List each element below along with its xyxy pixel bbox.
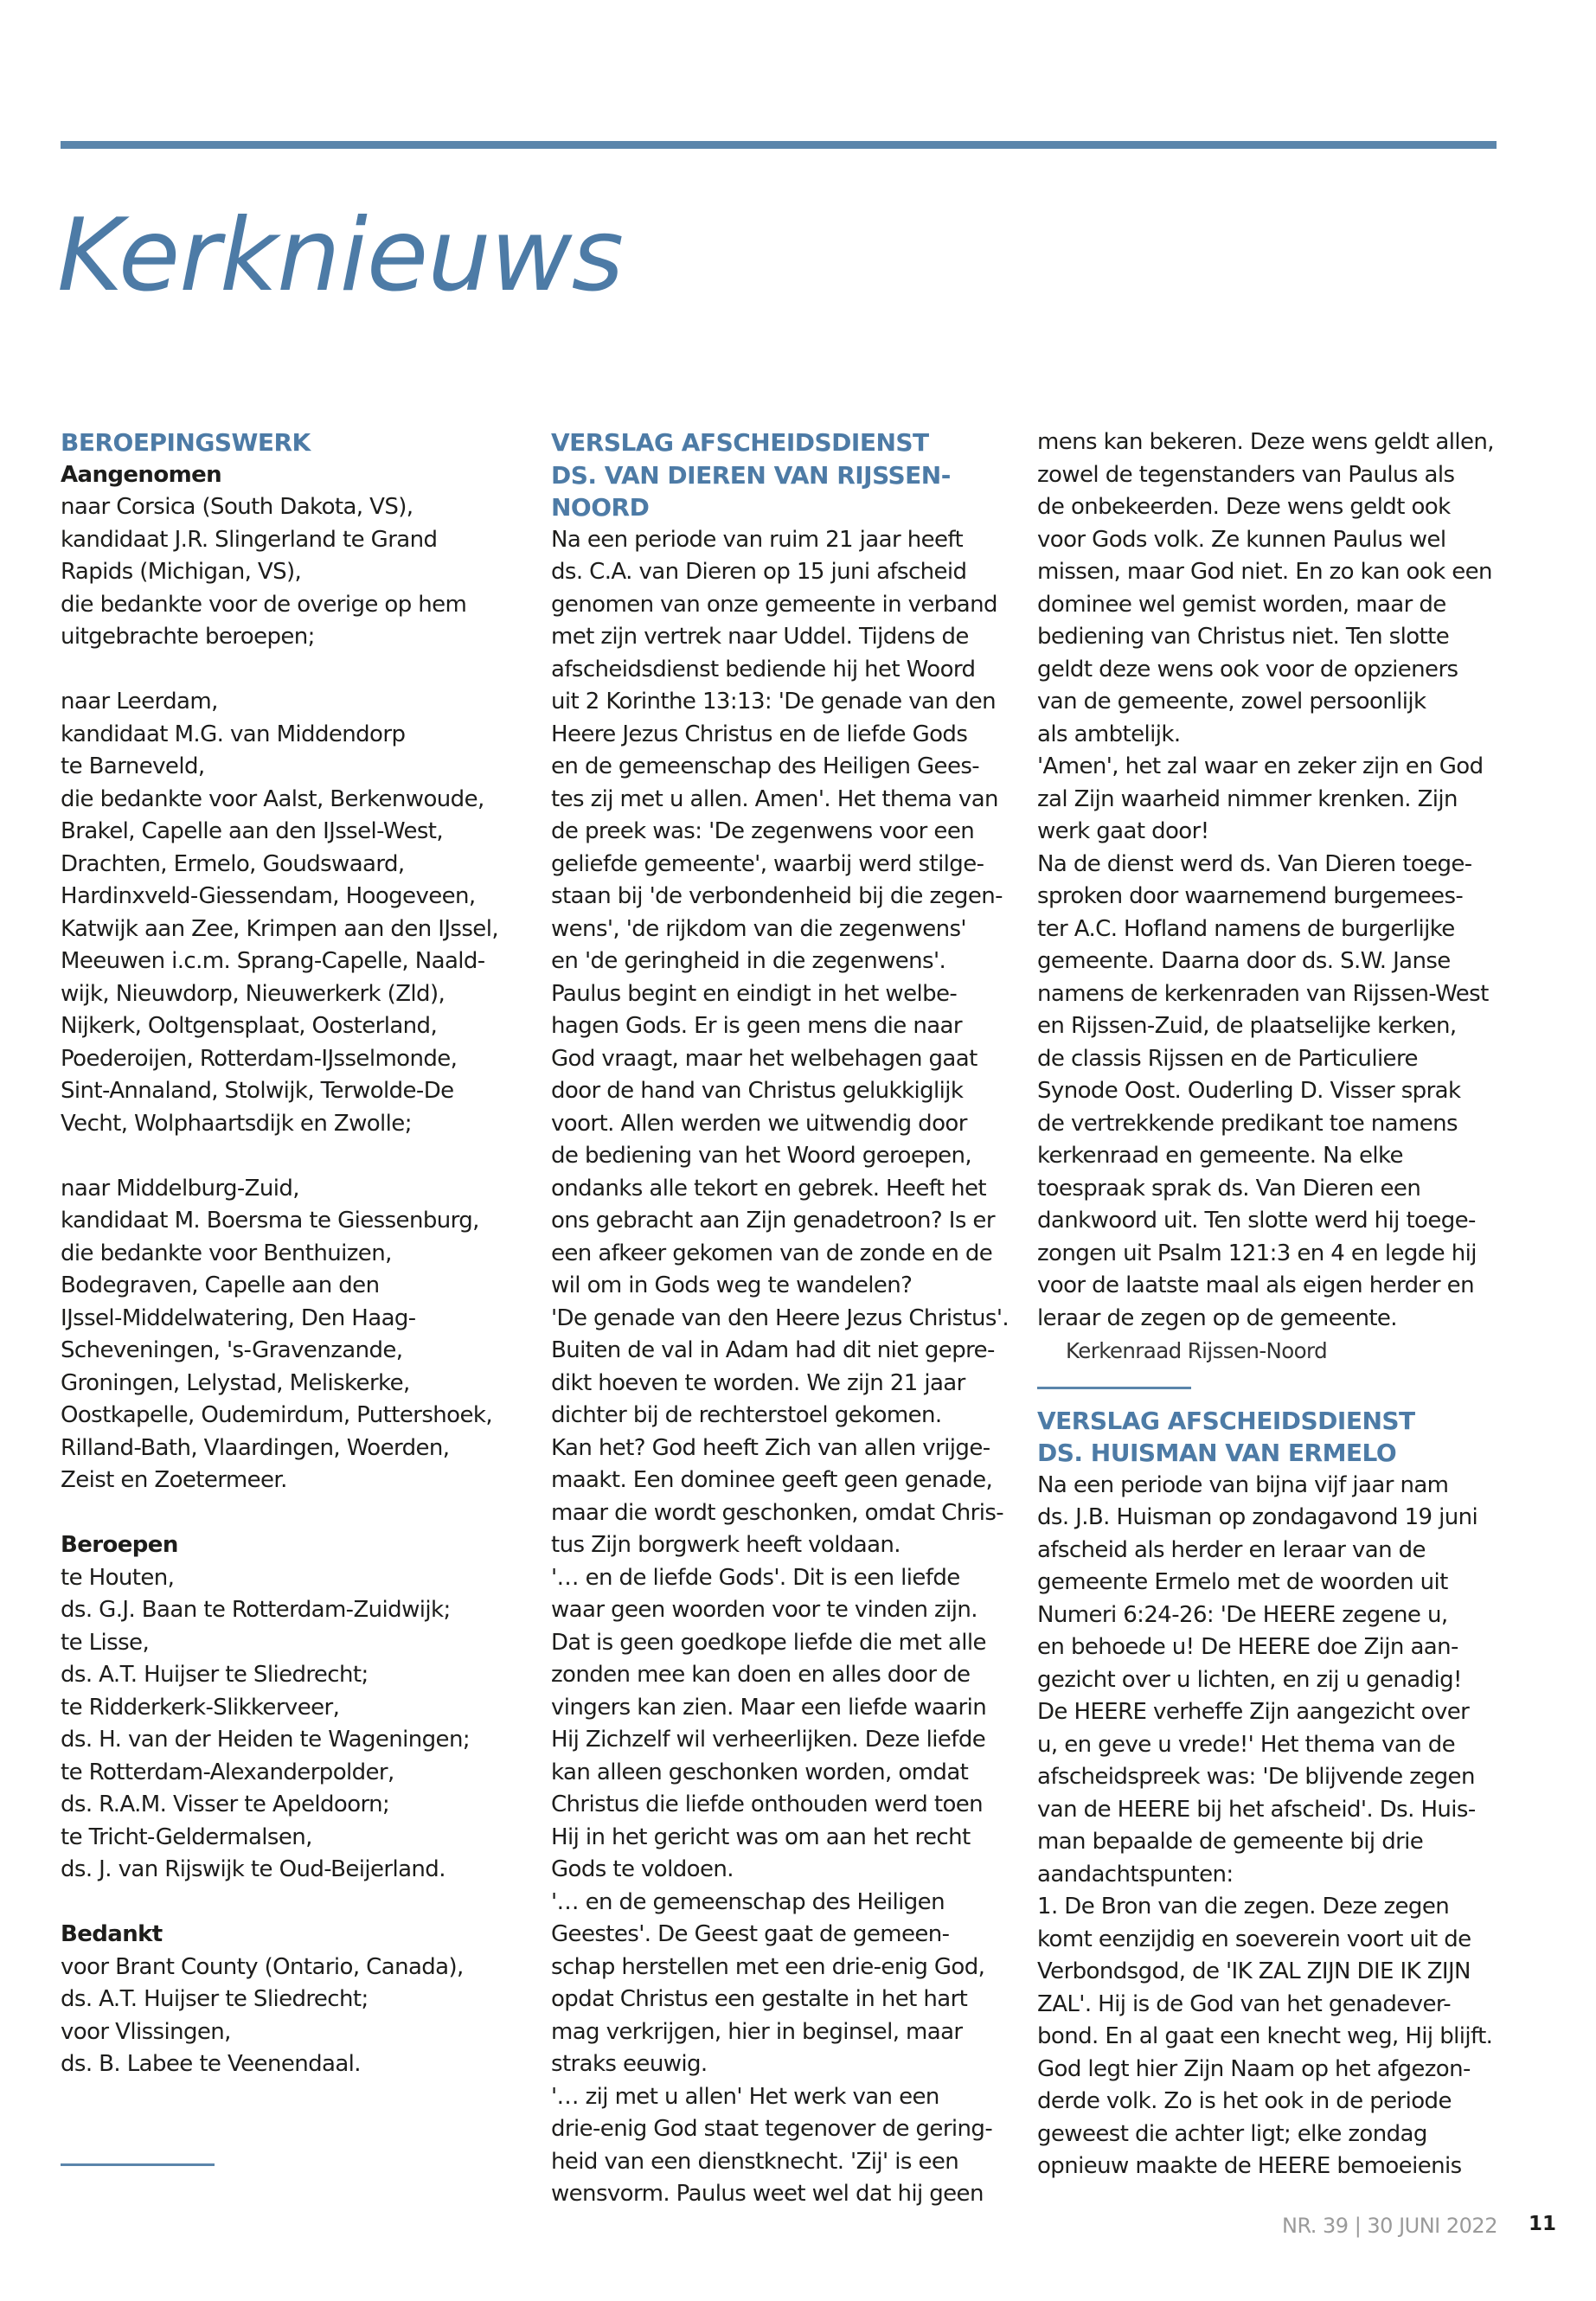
text-line: de vertrekkende predikant toe namens [1037,1110,1458,1137]
text-line: ds. J.B. Huisman op zondagavond 19 juni [1037,1504,1478,1530]
article-heading [551,426,1025,524]
text-line: Paulus begint en eindigt in het welbe- [551,980,958,1007]
text-line: maar die wordt geschonken, omdat Chris- [551,1499,1004,1526]
text-line: en 'de geringheid in die zegenwens'. [551,948,946,974]
text-line: Verbondsgod, de 'IK ZAL ZIJN DIE IK ZIJN [1037,1958,1471,1984]
text-line: derde volk. Zo is het ook in de periode [1037,2088,1452,2114]
section-heading: BEROEPINGSWERK [61,428,311,457]
text-line: te Lisse, [61,1629,150,1656]
text-line: voort. Allen werden we uitwendig door [551,1110,967,1137]
article-signature: Kerkenraad Rijssen-Noord [1066,1338,1328,1363]
text-line: u, en geve u vrede!' Het thema van de [1037,1731,1456,1758]
text-line: waar geen woorden voor te vinden zijn. [551,1597,977,1623]
text-line: Geestes'. De Geest gaat de gemeen- [551,1921,950,1947]
text-line: Gods te voldoen. [551,1856,734,1882]
text-line: heid van een dienstknecht. 'Zij' is een [551,2148,959,2175]
text-line: geweest die achter ligt; elke zondag [1037,2120,1427,2147]
text-line: en de gemeenschap des Heiligen Gees- [551,753,980,779]
article-separator-rule [1037,1387,1191,1389]
text-line: aandachtspunten: [1037,1861,1234,1888]
text-line: Na de dienst werd ds. Van Dieren toege- [1037,850,1472,877]
text-line: wens', 'de rijkdom van die zegenwens' [551,915,966,942]
text-line: De HEERE verheffe Zijn aangezicht over [1037,1699,1470,1725]
text-line: Kan het? God heeft Zich van allen vrijge- [551,1434,990,1461]
text-line: staan bij 'de verbondenheid bij die zegen- [551,883,1003,909]
text-line: gemeente. Daarna door ds. S.W. Janse [1037,948,1451,974]
text-line: te Ridderkerk-Slikkerveer, [61,1694,340,1721]
text-line: ds. C.A. van Dieren op 15 juni afscheid [551,559,967,585]
column-end-rule [61,2163,215,2166]
text-line: werk gaat door! [1037,818,1209,844]
text-line: ds. J. van Rijswijk te Oud-Beijerland. [61,1856,445,1882]
text-line: te Barneveld, [61,753,205,779]
text-line: opnieuw maakte de HEERE bemoeienis [1037,2153,1462,2179]
text-line: man bepaalde de gemeente bij drie [1037,1829,1424,1855]
text-line: Hardinxveld-Giessendam, Hoogeveen, [61,883,476,909]
text-line: die bedankte voor Benthuizen, [61,1240,392,1266]
text-line: schap herstellen met een drie-enig God, [551,1953,985,1980]
text-line: Drachten, Ermelo, Goudswaard, [61,850,405,877]
text-line: drie-enig God staat tegenover de gering- [551,2116,993,2142]
text-line: bond. En al gaat een knecht weg, Hij blijft. [1037,2023,1493,2049]
text-line: Hij in het gericht was om aan het recht [551,1823,971,1850]
text-line: de classis Rijssen en de Particuliere [1037,1045,1418,1072]
text-line: kerkenraad en gemeente. Na elke [1037,1143,1403,1169]
text-line: 'Amen', het zal waar en zeker zijn en God [1037,753,1484,779]
text-line: afscheidsdienst bediende hij het Woord [551,656,976,683]
aangenomen-block-2 [61,686,535,1140]
text-line: kandidaat J.R. Slingerland te Grand [61,526,438,553]
text-line: DS. HUISMAN VAN ERMELO [1037,1439,1397,1467]
text-line: gezicht over u lichten, en zij u genadig! [1037,1666,1462,1693]
page-number: 11 [1529,2213,1557,2235]
aangenomen-block-1 [61,491,535,654]
text-line: leraar de zegen op de gemeente. [1037,1304,1397,1331]
text-line: die bedankte voor de overige op hem [61,591,467,618]
text-line: genomen van onze gemeente in verband [551,591,997,618]
subheading-beroepen: Beroepen [61,1532,178,1558]
top-rule [61,141,1497,149]
text-line: Groningen, Lelystad, Meliskerke, [61,1369,410,1396]
text-line: geldt deze wens ook voor de opzieners [1037,656,1458,683]
text-line: te Houten, [61,1564,175,1591]
text-line: tes zij met u allen. Amen'. Het thema van [551,785,998,812]
text-line: Synode Oost. Ouderling D. Visser sprak [1037,1078,1461,1104]
subheading-bedankt: Bedankt [61,1921,163,1947]
text-line: DS. VAN DIEREN VAN RIJSSEN-NOORD [551,460,951,522]
text-line: Meeuwen i.c.m. Sprang-Capelle, Naald- [61,948,485,974]
text-line: Na een periode van bijna vijf jaar nam [1037,1471,1449,1498]
text-line: mens kan bekeren. Deze wens geldt allen, [1037,429,1494,455]
text-line: ds. B. Labee te Veenendaal. [61,2051,361,2077]
text-line: van de gemeente, zowel persoonlijk [1037,689,1426,715]
text-line: zowel de tegenstanders van Paulus als [1037,461,1455,488]
text-line: Buiten de val in Adam had dit niet gepre- [551,1337,995,1363]
text-line: ZAL'. Hij is de God van het genadever- [1037,1990,1452,2017]
text-line: '… zij met u allen' Het werk van een [551,2083,939,2110]
text-line: ds. A.T. Huijser te Sliedrecht; [61,1986,369,2012]
text-line: Bodegraven, Capelle aan den [61,1272,380,1298]
text-line: een afkeer gekomen van de zonde en de [551,1240,993,1266]
article-heading-huisman [1037,1405,1511,1470]
text-line: Vecht, Wolphaartsdijk en Zwolle; [61,1110,412,1137]
text-line: gemeente Ermelo met de woorden uit [1037,1569,1448,1595]
text-line: straks eeuwig. [551,2051,708,2077]
text-line: ter A.C. Hofland namens de burgerlijke [1037,915,1455,942]
text-line: Oostkapelle, Oudemirdum, Puttershoek, [61,1402,493,1428]
text-line: voor Vlissingen, [61,2018,231,2045]
subheading-aangenomen: Aangenomen [61,461,222,488]
text-line: voor de laatste maal als eigen herder en [1037,1272,1474,1298]
text-line: als ambtelijk. [1037,721,1181,747]
text-line: dankwoord uit. Ten slotte werd hij toege- [1037,1208,1476,1234]
text-line: namens de kerkenraden van Rijssen-West [1037,980,1489,1007]
bedankt-block [61,1952,535,2081]
text-line: Sint-Annaland, Stolwijk, Terwolde-De [61,1078,454,1104]
text-line: ds. G.J. Baan te Rotterdam-Zuidwijk; [61,1597,451,1623]
text-line: Numeri 6:24-26: 'De HEERE zegene u, [1037,1601,1448,1628]
text-line: uitgebrachte beroepen; [61,624,315,650]
text-line: Dat is geen goedkope liefde die met alle [551,1629,986,1656]
text-line: Nijkerk, Ooltgensplaat, Oosterland, [61,1013,438,1039]
text-line: komt eenzijdig en soeverein voort uit de [1037,1926,1471,1952]
text-line: dikt hoeven te worden. We zijn 21 jaar [551,1369,965,1396]
text-line: afscheid als herder en leraar van de [1037,1536,1426,1563]
text-line: uit 2 Korinthe 13:13: 'De genade van den [551,689,997,715]
text-line: VERSLAG AFSCHEIDSDIENST [1037,1406,1415,1435]
text-line: kandidaat M.G. van Middendorp [61,721,406,747]
text-line: door de hand van Christus gelukkiglijk [551,1078,964,1104]
text-line: die bedankte voor Aalst, Berkenwoude, [61,785,484,812]
text-line: '… en de gemeenschap des Heiligen [551,1888,945,1915]
text-line: van de HEERE bij het afscheid'. Ds. Huis- [1037,1796,1476,1823]
text-line: opdat Christus een gestalte in het hart [551,1986,968,2012]
text-line: ons gebracht aan Zijn genadetroon? Is er [551,1208,995,1234]
text-line: ds. A.T. Huijser te Sliedrecht; [61,1662,369,1688]
text-line: ds. H. van der Heiden te Wageningen; [61,1727,470,1753]
text-line: Rapids (Michigan, VS), [61,559,302,585]
text-line: en behoede u! De HEERE doe Zijn aan- [1037,1634,1458,1660]
page-title: Kerknieuws [57,197,624,314]
text-line: Christus die liefde onthouden werd toen [551,1791,984,1817]
column-beroepingswerk [61,426,535,2081]
text-line: God legt hier Zijn Naam op het afgezon- [1037,2055,1471,2082]
text-line: Scheveningen, 's-Gravenzande, [61,1337,403,1363]
text-line: zal Zijn waarheid nimmer krenken. Zijn [1037,785,1458,812]
text-line: kan alleen geschonken worden, omdat [551,1759,969,1785]
text-line: dominee wel gemist worden, maar de [1037,591,1446,618]
text-line: maakt. Een dominee geeft geen genade, [551,1467,993,1493]
text-line: naar Middelburg-Zuid, [61,1175,299,1202]
text-line: sproken door waarnemend burgemees- [1037,883,1464,909]
text-line: tus Zijn borgwerk heeft voldaan. [551,1532,901,1558]
beroepen-block [61,1562,535,1887]
text-line: missen, maar God niet. En zo kan ook een [1037,559,1492,585]
article-body-huisman [1037,1470,1511,2183]
text-line: 'De genade van den Heere Jezus Christus'. [551,1304,1010,1331]
text-line: zonden mee kan doen en alles door de [551,1662,971,1688]
text-line: Na een periode van ruim 21 jaar heeft [551,526,964,553]
text-line: 1. De Bron van die zegen. Deze zegen [1037,1894,1450,1920]
article-body [551,524,1025,2211]
text-line: bediening van Christus niet. Ten slotte [1037,624,1450,650]
footer-issue-info: NR. 39 | 30 JUNI 2022 [1282,2214,1497,2238]
text-line: God vraagt, maar het welbehagen gaat [551,1045,977,1072]
text-line: geliefde gemeente', waarbij werd stilge- [551,850,984,877]
text-line: kandidaat M. Boersma te Giessenburg, [61,1208,479,1234]
text-line: wensvorm. Paulus weet wel dat hij geen [551,2181,984,2207]
text-line: vingers kan zien. Maar een liefde waarin [551,1694,987,1721]
text-line: VERSLAG AFSCHEIDSDIENST [551,428,929,457]
text-line: Zeist en Zoetermeer. [61,1467,287,1493]
text-line: hagen Gods. Er is geen mens die naar [551,1013,962,1039]
text-line: zongen uit Psalm 121:3 en 4 en legde hij [1037,1240,1477,1266]
text-line: Hij Zichzelf wil verheerlijken. Deze liefde [551,1727,986,1753]
text-line: dichter bij de rechterstoel gekomen. [551,1402,942,1428]
text-line: wijk, Nieuwdorp, Nieuwerkerk (Zld), [61,980,445,1007]
text-line: naar Corsica (South Dakota, VS), [61,494,413,520]
text-line: Rilland-Bath, Vlaardingen, Woerden, [61,1434,450,1461]
text-line: '… en de liefde Gods'. Dit is een liefde [551,1564,960,1591]
text-line: Poederoijen, Rotterdam-IJsselmonde, [61,1045,458,1072]
text-line: de bediening van het Woord geroepen, [551,1143,972,1169]
text-line: IJssel-Middelwatering, Den Haag- [61,1304,416,1331]
text-line: Heere Jezus Christus en de liefde Gods [551,721,968,747]
text-line: afscheidspreek was: 'De blijvende zegen [1037,1764,1475,1790]
text-line: te Rotterdam-Alexanderpolder, [61,1759,394,1785]
text-line: Katwijk aan Zee, Krimpen aan den IJssel, [61,915,498,942]
text-line: toespraak sprak ds. Van Dieren een [1037,1175,1421,1202]
text-line: Brakel, Capelle aan den IJssel-West, [61,818,444,844]
text-line: en Rijssen-Zuid, de plaatselijke kerken, [1037,1013,1457,1039]
column-verslag-continued [1037,426,1511,2183]
text-line: ondanks alle tekort en gebrek. Heeft het [551,1175,986,1202]
text-line: naar Leerdam, [61,689,218,715]
column-verslag-van-dieren [551,426,1025,2211]
text-line: met zijn vertrek naar Uddel. Tijdens de [551,624,969,650]
aangenomen-block-3 [61,1173,535,1497]
text-line: ds. R.A.M. Visser te Apeldoorn; [61,1791,390,1817]
text-line: mag verkrijgen, hier in beginsel, maar [551,2018,963,2045]
text-line: de preek was: 'De zegenwens voor een [551,818,975,844]
text-line: te Tricht-Geldermalsen, [61,1823,312,1850]
text-line: wil om in Gods weg te wandelen? [551,1272,913,1298]
text-line: voor Gods volk. Ze kunnen Paulus wel [1037,526,1446,553]
text-line: de onbekeerden. Deze wens geldt ook [1037,494,1451,520]
article-body-continued [1037,426,1511,1335]
text-line: voor Brant County (Ontario, Canada), [61,1953,464,1980]
